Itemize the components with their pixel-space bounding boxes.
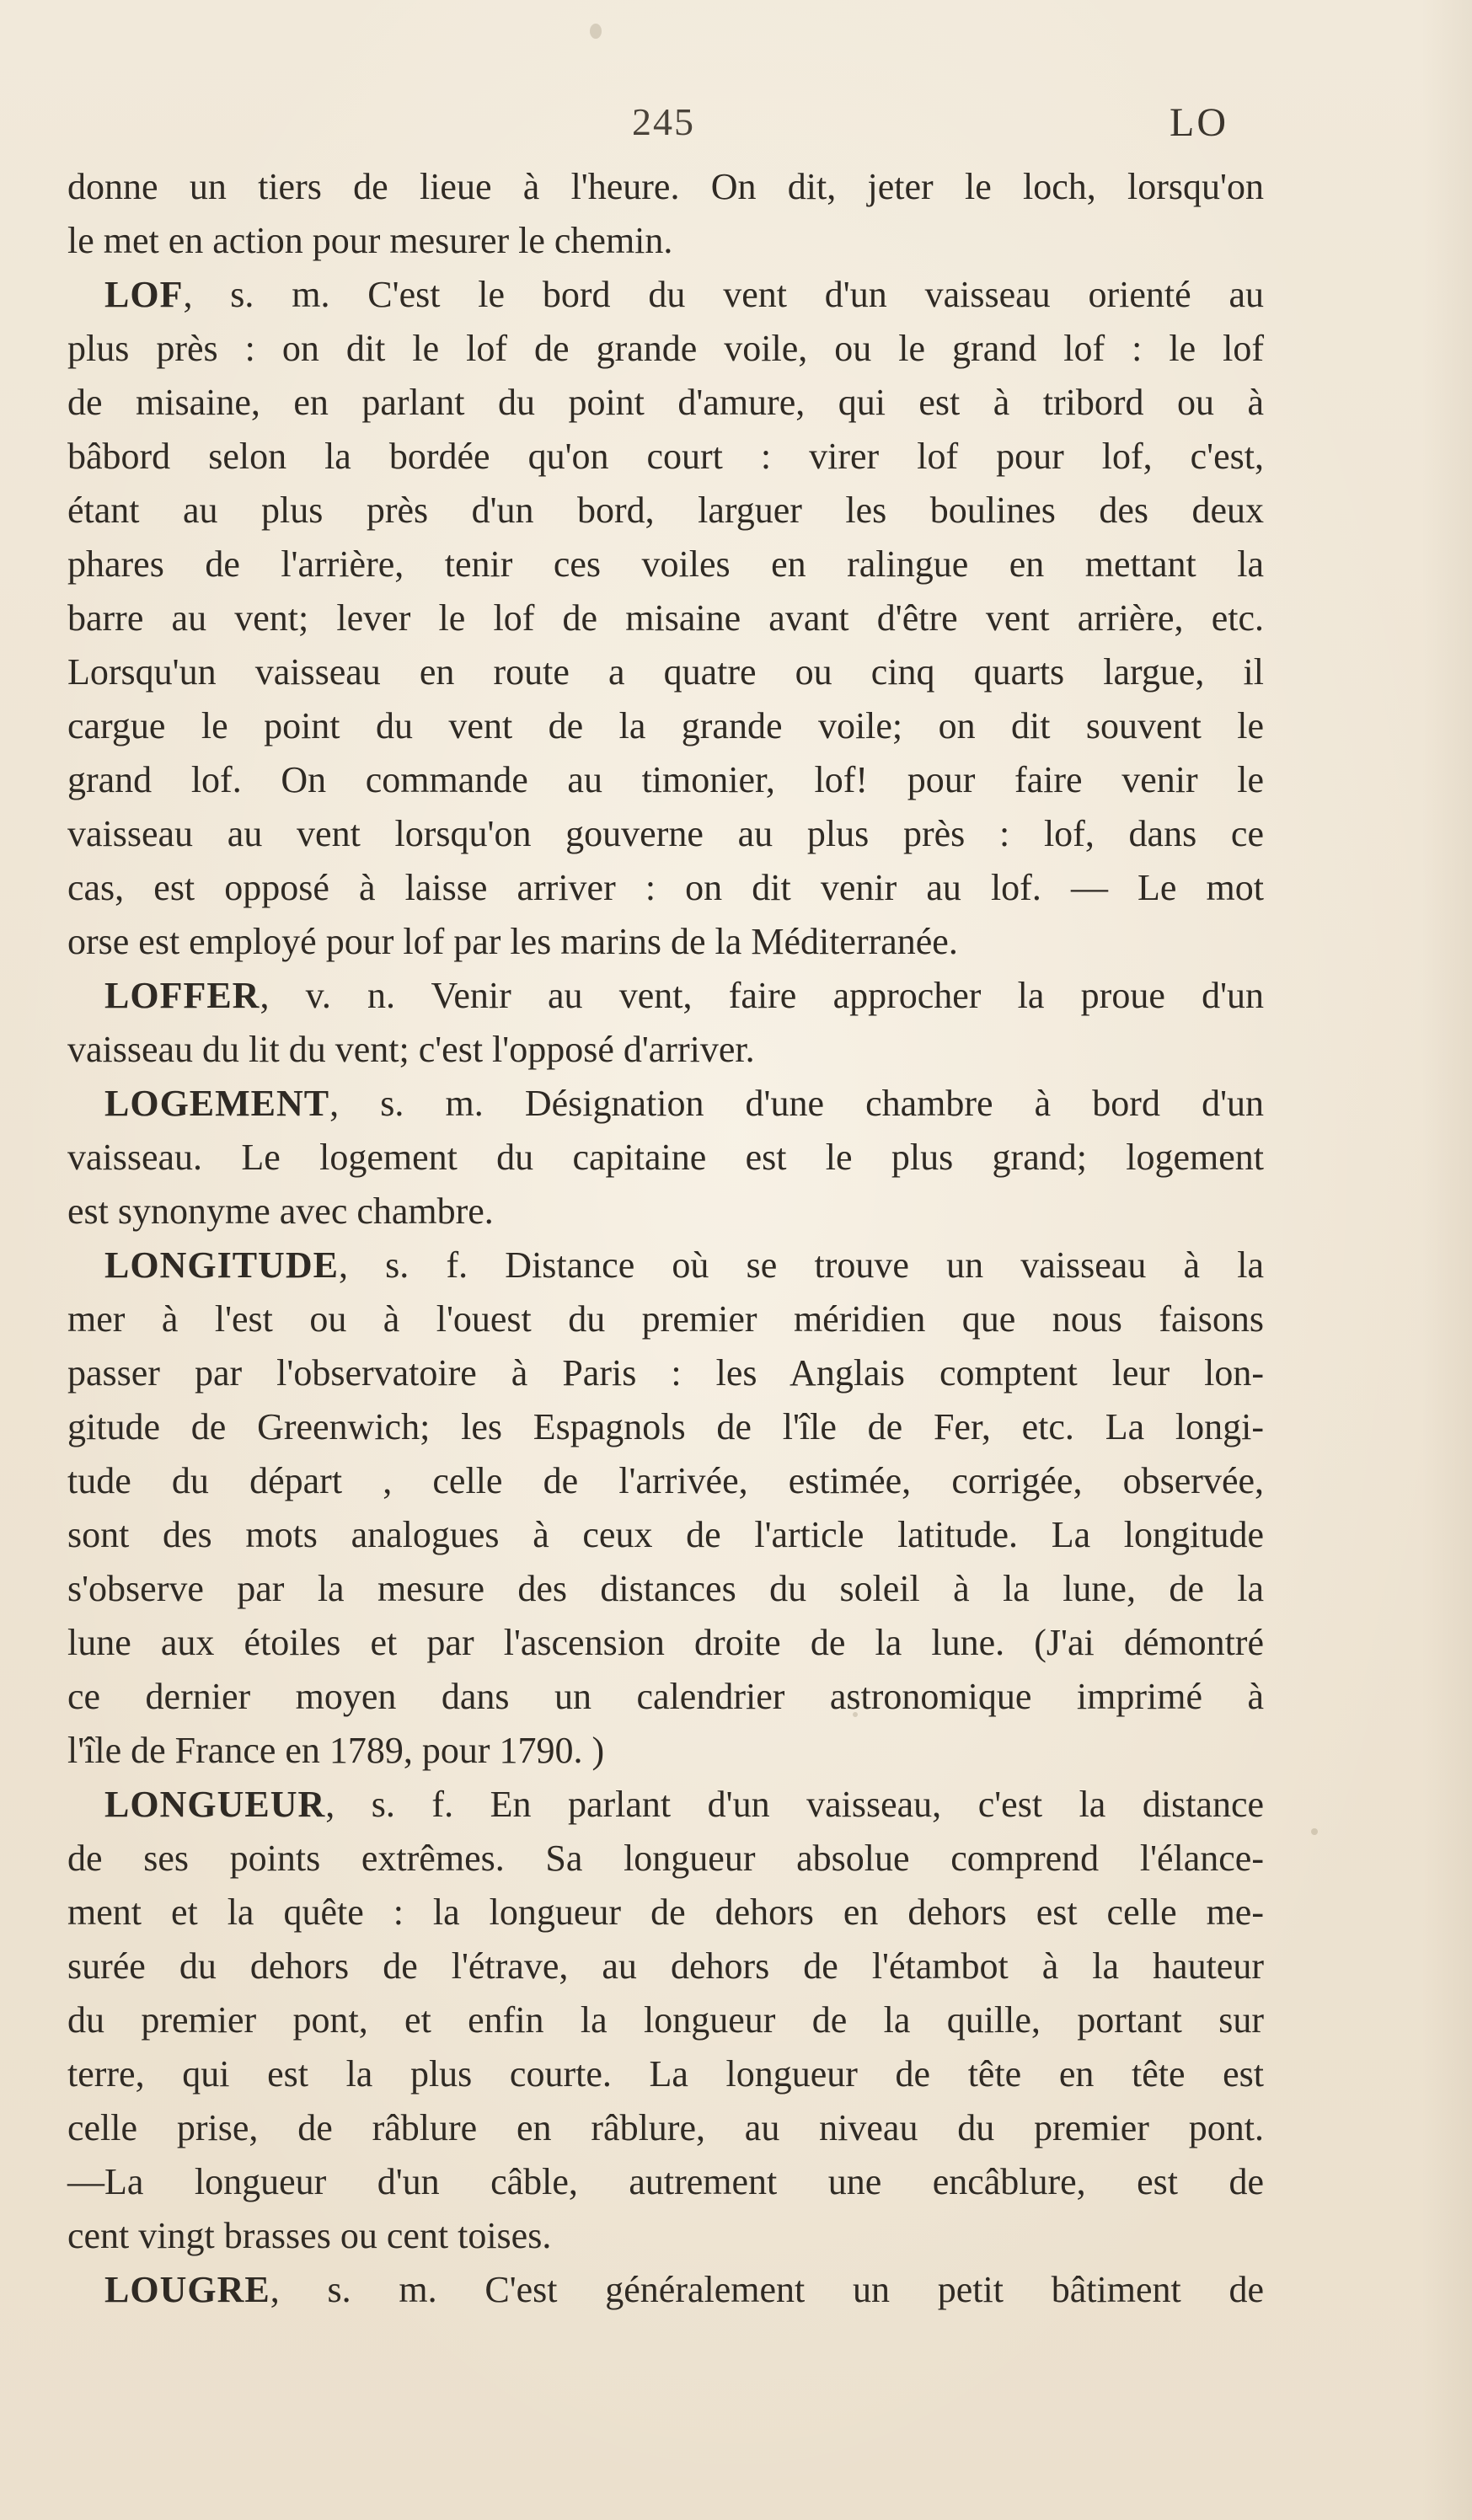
text-line: ment et la quête : la longueur de dehors en dehors est celle me- — [67, 1891, 1264, 1933]
paper-speck — [1311, 1828, 1318, 1835]
entry-headword: LOF — [104, 274, 184, 315]
text-line: grand lof. On commande au timonier, lof! pour faire venir le — [67, 759, 1264, 800]
entry-line — [67, 1239, 1264, 1292]
text-line: vaisseau du lit du vent; c'est l'opposé d'arriver. — [67, 1029, 755, 1070]
page-number: 245 — [632, 100, 695, 143]
text-line: sont des mots analogues à ceux de l'article latitude. La longitude — [67, 1514, 1264, 1555]
text-line: celle prise, de râblure en râblure, au niveau du premier pont. — [67, 2107, 1264, 2148]
text-line: tude du départ , celle de l'arrivée, estimée, corrigée, observée, — [67, 1460, 1264, 1501]
entry-text: , s. m. C'est généralement un petit bâtiment de — [270, 2269, 1264, 2310]
entry-headword: LONGITUDE — [104, 1244, 339, 1286]
text-line: cas, est opposé à laisse arriver : on dit venir au lof. — Le mot — [67, 867, 1264, 908]
entry-text: , v. n. Venir au vent, faire approcher la proue d'un — [260, 975, 1264, 1016]
text-line: donne un tiers de lieue à l'heure. On dit, jeter le loch, lorsqu'on — [67, 166, 1264, 207]
entry-line — [67, 268, 1264, 322]
text-line: lune aux étoiles et par l'ascension droite de la lune. (J'ai démontré — [67, 1622, 1264, 1663]
text-line: terre, qui est la plus courte. La longueur de tête en tête est — [67, 2053, 1264, 2095]
entry-headword: LONGUEUR — [104, 1784, 326, 1825]
text-line: s'observe par la mesure des distances du soleil à la lune, de la — [67, 1568, 1264, 1609]
entry-headword: LOUGRE — [104, 2269, 270, 2310]
entry-headword: LOGEMENT — [104, 1083, 330, 1124]
entry-text: , s. f. Distance où se trouve un vaisseau à la — [338, 1244, 1264, 1286]
text-line: —La longueur d'un câble, autrement une encâblure, est de — [67, 2161, 1264, 2202]
dictionary-text — [67, 160, 1264, 2317]
paper-speck — [590, 24, 602, 39]
text-line: l'île de France en 1789, pour 1790. ) — [67, 1730, 605, 1771]
text-line: vaisseau au vent lorsqu'on gouverne au plus près : lof, dans ce — [67, 813, 1264, 854]
entry-line — [67, 2263, 1264, 2317]
text-line: le met en action pour mesurer le chemin. — [67, 220, 673, 261]
text-line: passer par l'observatoire à Paris : les Anglais comptent leur lon- — [67, 1352, 1264, 1394]
text-line: mer à l'est ou à l'ouest du premier méridien que nous faisons — [67, 1298, 1264, 1340]
entry-text: , s. m. Désignation d'une chambre à bord d'un — [329, 1083, 1264, 1124]
text-line: est synonyme avec chambre. — [67, 1190, 494, 1232]
text-line: plus près : on dit le lof de grande voile, ou le grand lof : le lof — [67, 328, 1264, 369]
text-line: du premier pont, et enfin la longueur de la quille, portant sur — [67, 1999, 1264, 2041]
text-line: cent vingt brasses ou cent toises. — [67, 2215, 552, 2256]
text-line: étant au plus près d'un bord, larguer les boulines des deux — [67, 490, 1264, 531]
text-line: Lorsqu'un vaisseau en route a quatre ou cinq quarts largue, il — [67, 651, 1264, 693]
text-line: surée du dehors de l'étrave, au dehors de l'étambot à la hauteur — [67, 1945, 1264, 1987]
text-line: de ses points extrêmes. Sa longueur absolue comprend l'élance- — [67, 1838, 1264, 1879]
text-line: orse est employé pour lof par les marins de la Méditerranée. — [67, 921, 958, 962]
text-line: gitude de Greenwich; les Espagnols de l'île de Fer, etc. La longi- — [67, 1406, 1264, 1447]
text-line: ce dernier moyen dans un calendrier astronomique imprimé à — [67, 1676, 1264, 1717]
text-line: vaisseau. Le logement du capitaine est le plus grand; logement — [67, 1137, 1264, 1178]
text-line: de misaine, en parlant du point d'amure, qui est à tribord ou à — [67, 382, 1264, 423]
entry-line — [67, 1778, 1264, 1832]
page-header — [67, 99, 1247, 158]
text-line: phares de l'arrière, tenir ces voiles en ralingue en mettant la — [67, 543, 1264, 585]
entry-line — [67, 969, 1264, 1023]
text-line: cargue le point du vent de la grande voile; on dit souvent le — [67, 705, 1264, 746]
entry-text: , s. m. C'est le bord du vent d'un vaisseau orienté au — [183, 274, 1264, 315]
running-head: LO — [1170, 100, 1228, 145]
text-line: bâbord selon la bordée qu'on court : virer lof pour lof, c'est, — [67, 436, 1264, 477]
entry-text: , s. f. En parlant d'un vaisseau, c'est la distance — [325, 1784, 1264, 1825]
entry-line — [67, 1077, 1264, 1131]
page-edge-shadow — [1421, 0, 1472, 2520]
entry-headword: LOFFER — [104, 975, 260, 1016]
text-line: barre au vent; lever le lof de misaine avant d'être vent arrière, etc. — [67, 597, 1264, 639]
